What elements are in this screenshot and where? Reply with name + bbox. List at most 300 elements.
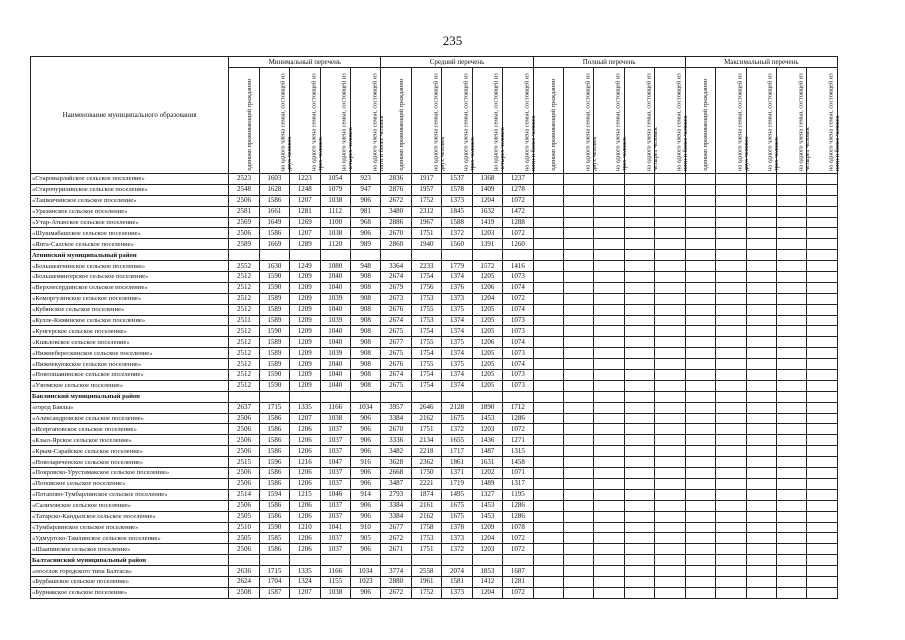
value-cell: 1874 [411, 489, 441, 500]
value-cell: 1751 [411, 544, 441, 555]
value-cell [746, 446, 776, 457]
settlement-name: «Кубянское сельское поселение» [31, 304, 229, 315]
value-cell: 1037 [320, 533, 350, 544]
value-cell [533, 217, 563, 228]
value-cell [594, 337, 624, 348]
value-cell [776, 272, 806, 283]
value-cell [776, 500, 806, 511]
value-cell [685, 359, 715, 370]
settlement-name: «Александровское сельское поселение» [31, 413, 229, 424]
value-cell [594, 315, 624, 326]
settlement-name: «Бурнакское сельское поселение» [31, 587, 229, 598]
value-cell [594, 413, 624, 424]
value-cell: 1034 [350, 402, 380, 413]
value-cell [685, 457, 715, 468]
value-cell: 1374 [442, 380, 472, 391]
value-cell [776, 380, 806, 391]
value-cell: 2512 [229, 304, 259, 315]
value-cell: 2506 [229, 544, 259, 555]
value-cell [746, 282, 776, 293]
value-cell [776, 359, 806, 370]
value-cell [685, 478, 715, 489]
value-cell: 906 [350, 587, 380, 598]
settlement-name: «Янга-Салское сельское поселение» [31, 239, 229, 250]
value-cell: 1374 [442, 348, 472, 359]
value-cell: 3384 [381, 511, 411, 522]
group-header: Максимальный перечень [685, 57, 837, 68]
settlement-name: «Утар-Атынское сельское поселение» [31, 217, 229, 228]
value-cell: 1755 [411, 359, 441, 370]
value-cell: 1209 [290, 370, 320, 381]
value-cell: 1289 [290, 239, 320, 250]
value-cell [624, 457, 654, 468]
value-cell: 1039 [320, 293, 350, 304]
value-cell: 1675 [442, 511, 472, 522]
value-cell: 2679 [381, 282, 411, 293]
value-cell: 1040 [320, 359, 350, 370]
value-cell: 1072 [503, 533, 533, 544]
value-cell [533, 370, 563, 381]
value-cell [776, 304, 806, 315]
value-cell [594, 522, 624, 533]
value-cell: 1594 [259, 489, 289, 500]
value-cell: 1649 [259, 217, 289, 228]
value-cell [563, 576, 593, 587]
value-cell [655, 195, 685, 206]
value-cell [685, 555, 715, 566]
value-cell [655, 587, 685, 598]
settlement-name: «Старочурилинское сельское поселение» [31, 184, 229, 195]
value-cell: 2674 [381, 315, 411, 326]
settlement-name: «Новозареченское сельское поселение» [31, 457, 229, 468]
value-cell [624, 228, 654, 239]
value-cell [594, 217, 624, 228]
value-cell: 1374 [442, 272, 472, 283]
value-cell [746, 337, 776, 348]
value-cell [442, 250, 472, 261]
value-cell: 1210 [290, 522, 320, 533]
value-cell: 1286 [503, 413, 533, 424]
value-cell [746, 174, 776, 185]
value-cell [533, 337, 563, 348]
value-cell [685, 380, 715, 391]
district-name: Бавлинский муниципальный район [31, 391, 229, 402]
value-cell [533, 511, 563, 522]
value-cell [685, 239, 715, 250]
value-cell [807, 478, 838, 489]
table-row [31, 359, 838, 370]
value-cell [563, 489, 593, 500]
value-cell: 1587 [259, 587, 289, 598]
subcolumn-header-text: на одного члена семьи, состоящей из трех человек [462, 73, 476, 171]
value-cell: 1590 [259, 282, 289, 293]
table-row [31, 228, 838, 239]
value-cell: 2674 [381, 272, 411, 283]
value-cell [655, 228, 685, 239]
value-cell [594, 435, 624, 446]
value-cell: 2512 [229, 380, 259, 391]
settlement-name: «Большемянгерское сельское поселение» [31, 272, 229, 283]
value-cell [350, 555, 380, 566]
value-cell [716, 500, 746, 511]
value-cell: 1391 [472, 239, 502, 250]
value-cell [503, 250, 533, 261]
value-cell [716, 337, 746, 348]
value-cell [746, 576, 776, 587]
value-cell: 968 [350, 217, 380, 228]
value-cell [442, 391, 472, 402]
value-cell [776, 555, 806, 566]
settlement-name: «город Бавлы» [31, 402, 229, 413]
value-cell [624, 478, 654, 489]
table-row [31, 478, 838, 489]
table-row [31, 544, 838, 555]
value-cell: 923 [350, 174, 380, 185]
settlement-name: «Поповское сельское поселение» [31, 478, 229, 489]
settlement-name: «Нижнеберескинское сельское поселение» [31, 348, 229, 359]
value-cell: 2836 [381, 174, 411, 185]
subcolumn-header-text: на одного члена семьи, состоящей из трех человек [310, 73, 324, 171]
value-cell [624, 174, 654, 185]
table-row [31, 566, 838, 577]
value-cell: 2514 [229, 489, 259, 500]
value-cell [594, 489, 624, 500]
value-cell: 2676 [381, 359, 411, 370]
value-cell: 3487 [381, 478, 411, 489]
subcolumn-header [320, 68, 355, 174]
value-cell: 1704 [259, 576, 289, 587]
value-cell: 1754 [411, 348, 441, 359]
value-cell: 905 [350, 533, 380, 544]
value-cell: 1206 [290, 500, 320, 511]
table-row [31, 533, 838, 544]
value-cell [624, 566, 654, 577]
value-cell: 2636 [229, 566, 259, 577]
value-cell: 1074 [503, 359, 533, 370]
value-cell [229, 391, 259, 402]
value-cell: 2552 [229, 261, 259, 272]
value-cell: 1719 [442, 478, 472, 489]
value-cell [563, 195, 593, 206]
subcolumn-header-text: одиноко проживающий гражданин [398, 79, 406, 171]
value-cell: 1037 [320, 511, 350, 522]
value-cell [716, 293, 746, 304]
value-cell [533, 446, 563, 457]
value-cell [776, 250, 806, 261]
value-cell [655, 413, 685, 424]
value-cell: 1588 [442, 217, 472, 228]
value-cell: 1120 [320, 239, 350, 250]
value-cell: 1967 [411, 217, 441, 228]
table-row [31, 239, 838, 250]
value-cell [685, 489, 715, 500]
value-cell [411, 250, 441, 261]
value-cell: 1204 [472, 195, 502, 206]
page-number: 235 [442, 33, 463, 48]
value-cell [807, 511, 838, 522]
value-cell: 2673 [381, 293, 411, 304]
value-cell [807, 337, 838, 348]
value-cell [807, 228, 838, 239]
value-cell [624, 293, 654, 304]
value-cell: 1040 [320, 272, 350, 283]
district-row [31, 250, 838, 261]
value-cell [807, 174, 838, 185]
value-cell [776, 522, 806, 533]
value-cell: 910 [350, 522, 380, 533]
value-cell [685, 576, 715, 587]
value-cell [685, 566, 715, 577]
value-cell: 908 [350, 293, 380, 304]
value-cell [685, 348, 715, 359]
value-cell [594, 566, 624, 577]
value-cell [655, 522, 685, 533]
value-cell [563, 174, 593, 185]
table-row [31, 457, 838, 468]
value-cell: 2362 [411, 457, 441, 468]
value-cell [716, 282, 746, 293]
value-cell: 1038 [320, 228, 350, 239]
value-cell: 1209 [290, 359, 320, 370]
value-cell: 1751 [411, 228, 441, 239]
value-cell: 1073 [503, 380, 533, 391]
value-cell: 947 [350, 184, 380, 195]
settlement-name: «Новоошаиинское сельское поселение» [31, 370, 229, 381]
value-cell: 2128 [442, 402, 472, 413]
value-cell: 1754 [411, 272, 441, 283]
value-cell [563, 184, 593, 195]
subcolumn-header-text: на одного члена семьи, состоящей из пяти и более человек [827, 73, 841, 171]
value-cell [776, 435, 806, 446]
value-cell: 1249 [290, 261, 320, 272]
value-cell [624, 348, 654, 359]
value-cell: 1072 [503, 195, 533, 206]
value-cell: 1372 [442, 228, 472, 239]
value-cell [533, 500, 563, 511]
value-cell [746, 478, 776, 489]
value-cell: 1917 [411, 174, 441, 185]
value-cell [594, 293, 624, 304]
value-cell: 1100 [320, 217, 350, 228]
value-cell [594, 239, 624, 250]
subcolumn-header [259, 68, 294, 174]
value-cell: 981 [350, 206, 380, 217]
value-cell: 2670 [381, 228, 411, 239]
value-cell: 1037 [320, 435, 350, 446]
value-cell [624, 489, 654, 500]
value-cell: 906 [350, 478, 380, 489]
value-cell: 1040 [320, 370, 350, 381]
value-cell: 1073 [503, 315, 533, 326]
value-cell: 1047 [320, 457, 350, 468]
value-cell: 906 [350, 468, 380, 479]
value-cell [746, 272, 776, 283]
value-cell: 908 [350, 348, 380, 359]
value-cell: 1586 [259, 228, 289, 239]
value-cell: 916 [350, 457, 380, 468]
value-cell [807, 261, 838, 272]
value-cell [624, 435, 654, 446]
value-cell [290, 555, 320, 566]
value-cell [716, 195, 746, 206]
value-cell [746, 435, 776, 446]
value-cell [746, 522, 776, 533]
district-name: Балтасинский муниципальный район [31, 555, 229, 566]
value-cell [624, 206, 654, 217]
value-cell [624, 446, 654, 457]
value-cell: 1209 [290, 337, 320, 348]
value-cell [563, 326, 593, 337]
value-cell: 2672 [381, 195, 411, 206]
value-cell [685, 337, 715, 348]
value-cell [563, 446, 593, 457]
value-cell [594, 380, 624, 391]
value-cell [807, 206, 838, 217]
value-cell: 1560 [442, 239, 472, 250]
value-cell: 1223 [290, 174, 320, 185]
value-cell [594, 478, 624, 489]
value-cell [563, 304, 593, 315]
value-cell [563, 413, 593, 424]
value-cell: 1752 [411, 587, 441, 598]
value-cell: 1586 [259, 435, 289, 446]
value-cell [746, 348, 776, 359]
value-cell [685, 184, 715, 195]
value-cell [685, 282, 715, 293]
value-cell [807, 522, 838, 533]
value-cell [716, 304, 746, 315]
value-cell: 2569 [229, 217, 259, 228]
value-cell: 2233 [411, 261, 441, 272]
value-cell [624, 522, 654, 533]
value-cell [716, 239, 746, 250]
value-cell [716, 511, 746, 522]
value-cell: 1581 [442, 576, 472, 587]
value-cell [716, 206, 746, 217]
value-cell [563, 228, 593, 239]
settlement-name: «Нижнекуюкское сельское поселение» [31, 359, 229, 370]
value-cell [685, 587, 715, 598]
value-cell: 1209 [290, 272, 320, 283]
value-cell: 1209 [472, 522, 502, 533]
value-cell [716, 457, 746, 468]
value-cell [594, 250, 624, 261]
subcolumn-header [533, 68, 563, 174]
value-cell: 1205 [472, 359, 502, 370]
value-cell: 1861 [442, 457, 472, 468]
value-cell: 1752 [411, 195, 441, 206]
value-cell: 1589 [259, 359, 289, 370]
value-cell [563, 478, 593, 489]
value-cell: 3480 [381, 206, 411, 217]
value-cell [563, 315, 593, 326]
value-cell [533, 587, 563, 598]
value-cell [776, 424, 806, 435]
district-row [31, 555, 838, 566]
value-cell: 1589 [259, 293, 289, 304]
value-cell [655, 174, 685, 185]
value-cell [716, 174, 746, 185]
subcolumn-header [716, 68, 750, 174]
settlement-name: «Удмуртско-Тамлинское сельское поселение» [31, 533, 229, 544]
value-cell [229, 250, 259, 261]
value-cell [746, 293, 776, 304]
value-cell: 1206 [472, 282, 502, 293]
value-cell [655, 566, 685, 577]
value-cell [776, 228, 806, 239]
value-cell [655, 359, 685, 370]
value-cell [533, 315, 563, 326]
value-cell: 2677 [381, 522, 411, 533]
value-cell [594, 500, 624, 511]
value-cell: 1590 [259, 326, 289, 337]
value-cell: 2671 [381, 544, 411, 555]
value-cell [655, 250, 685, 261]
value-cell [776, 206, 806, 217]
value-cell: 1112 [320, 206, 350, 217]
value-cell: 1215 [290, 489, 320, 500]
value-cell: 2074 [442, 566, 472, 577]
value-cell: 1206 [472, 337, 502, 348]
value-cell [533, 576, 563, 587]
value-cell: 1040 [320, 304, 350, 315]
value-cell: 1072 [503, 587, 533, 598]
value-cell: 2506 [229, 435, 259, 446]
settlement-name: «Бурбашское сельское поселение» [31, 576, 229, 587]
value-cell: 1205 [472, 304, 502, 315]
value-cell: 1453 [472, 413, 502, 424]
value-cell [716, 184, 746, 195]
value-cell: 1315 [503, 446, 533, 457]
value-cell [746, 315, 776, 326]
value-cell [320, 250, 350, 261]
value-cell [563, 337, 593, 348]
subcolumn-header-text: на одного члена семьи, состоящей из четырех человек [340, 73, 355, 171]
value-cell: 2624 [229, 576, 259, 587]
table-row [31, 337, 838, 348]
value-cell [746, 250, 776, 261]
value-cell: 1669 [259, 239, 289, 250]
value-cell [716, 587, 746, 598]
settlement-name: «Кзыл-Ярское сельское поселение» [31, 435, 229, 446]
settlement-name: «Ташкичинское сельское поселение» [31, 195, 229, 206]
settlement-name: «Узюмское сельское поселение» [31, 380, 229, 391]
value-cell [533, 380, 563, 391]
subcolumn-header [807, 68, 841, 174]
table-row [31, 293, 838, 304]
value-cell: 1717 [442, 446, 472, 457]
value-cell: 1586 [259, 424, 289, 435]
subcolumn-header [350, 68, 385, 174]
value-cell: 2672 [381, 587, 411, 598]
value-cell [655, 489, 685, 500]
value-cell: 1078 [503, 522, 533, 533]
value-cell [563, 555, 593, 566]
subcolumn-header-text: на одного члена семьи, состоящей из двух человек [736, 73, 750, 171]
value-cell: 1281 [503, 576, 533, 587]
value-cell [229, 555, 259, 566]
value-cell [563, 566, 593, 577]
value-cell: 1537 [442, 174, 472, 185]
value-cell: 1286 [503, 511, 533, 522]
value-cell [716, 326, 746, 337]
value-cell [594, 457, 624, 468]
value-cell: 2512 [229, 293, 259, 304]
value-cell: 1041 [320, 522, 350, 533]
value-cell [807, 217, 838, 228]
value-cell: 1375 [442, 304, 472, 315]
value-cell: 1207 [290, 195, 320, 206]
